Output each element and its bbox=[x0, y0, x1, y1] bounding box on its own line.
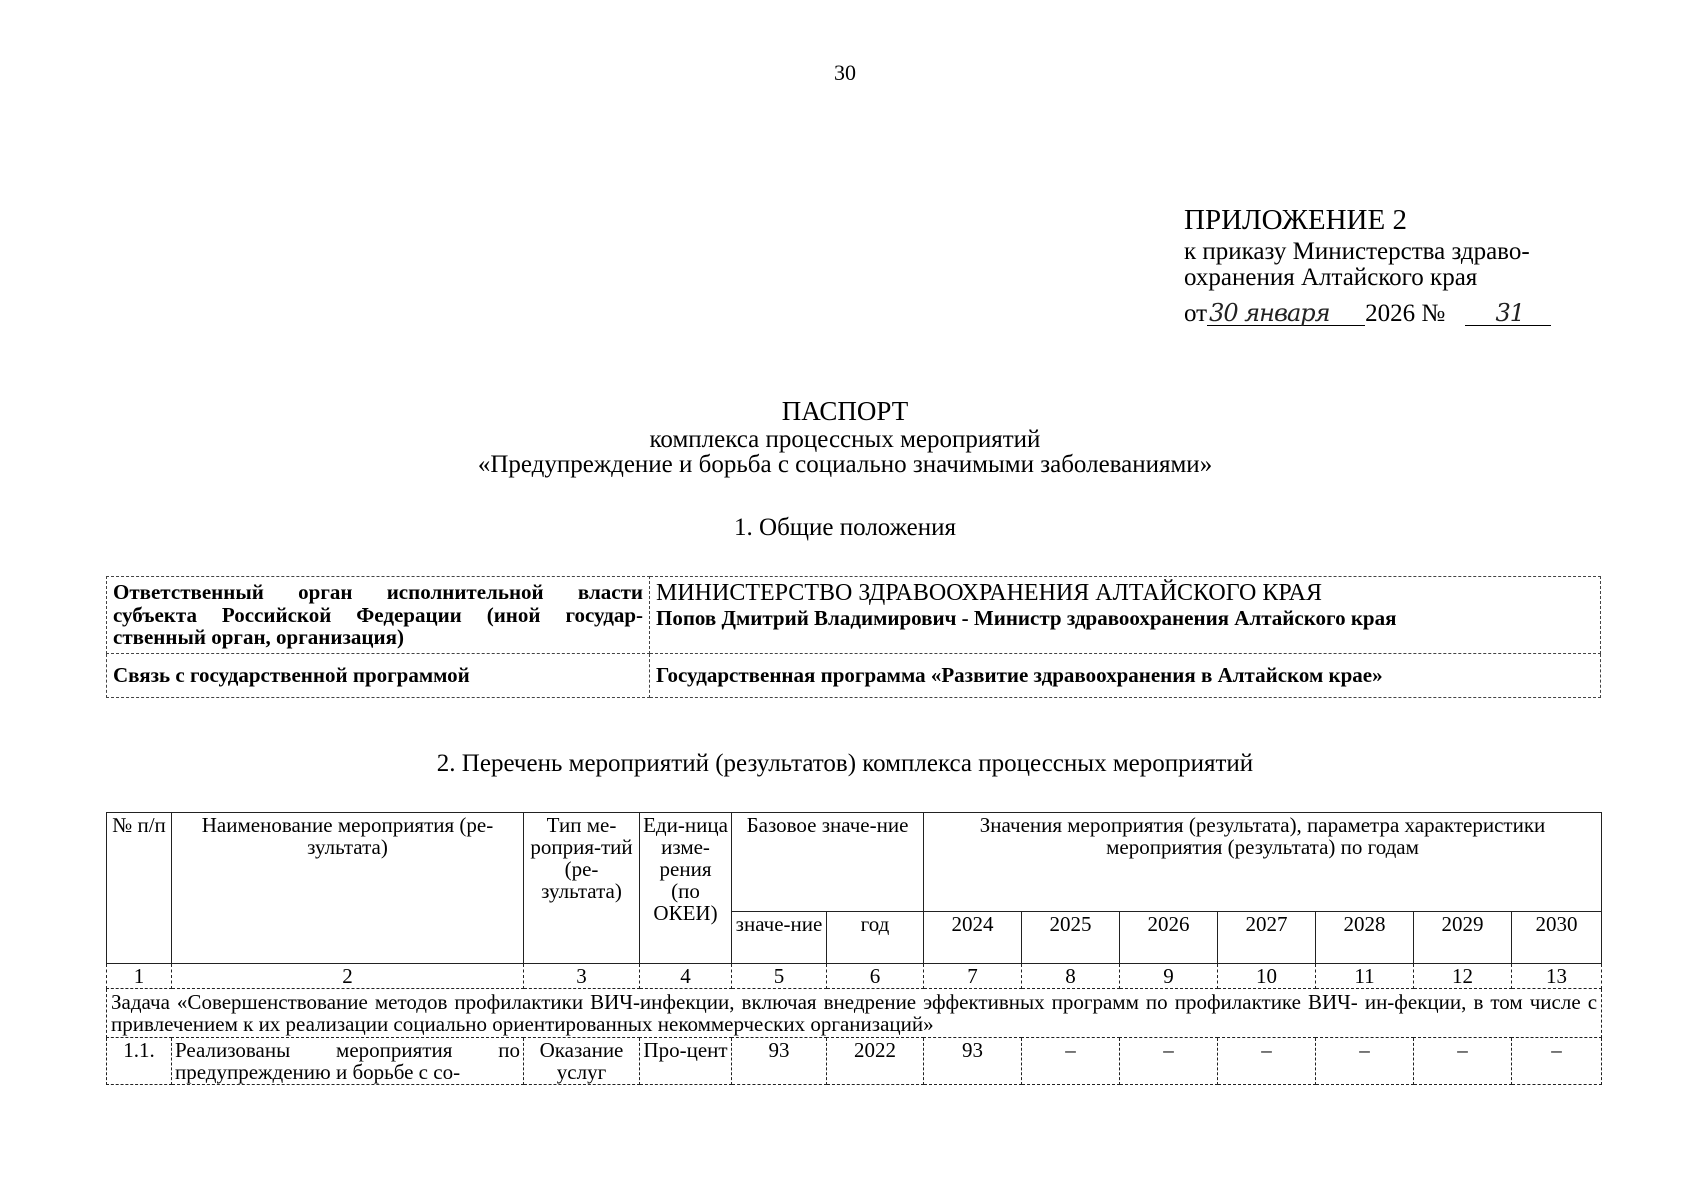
task-description: Задача «Совершенствование методов профилактики ВИЧ-инфекции, включая внедрение эффективных программ по профилактике ВИЧ- ин-фекции, в том числе с привлечением к их реализации социально ориентированных некоммерческих организаций» bbox=[107, 989, 1602, 1038]
ministry-name: МИНИСТЕРСТВО ЗДРАВООХРАНЕНИЯ АЛТАЙСКОГО КРАЯ bbox=[656, 580, 1322, 606]
header-base-year: год bbox=[827, 911, 924, 963]
header-num: № п/п bbox=[107, 813, 172, 964]
column-number: 6 bbox=[827, 964, 924, 989]
passport-title: ПАСПОРТ bbox=[781, 396, 909, 426]
column-number: 8 bbox=[1022, 964, 1120, 989]
column-number: 5 bbox=[732, 964, 827, 989]
passport-heading bbox=[0, 398, 1690, 477]
page-number: 30 bbox=[834, 60, 856, 85]
row-type: Оказание услуг bbox=[524, 1038, 640, 1085]
column-number: 10 bbox=[1218, 964, 1316, 989]
task-row bbox=[107, 989, 1602, 1038]
column-number: 11 bbox=[1316, 964, 1414, 989]
header-year: 2030 bbox=[1512, 911, 1602, 963]
header-year: 2028 bbox=[1316, 911, 1414, 963]
order-year: 2026 № bbox=[1365, 300, 1446, 327]
row-value: – bbox=[1512, 1038, 1602, 1085]
row-unit: Про-цент bbox=[640, 1038, 732, 1085]
table-row bbox=[107, 654, 1601, 698]
date-signature-field bbox=[1207, 293, 1365, 326]
responsible-body-value bbox=[650, 577, 1601, 654]
column-number: 9 bbox=[1120, 964, 1218, 989]
number-signature-field bbox=[1465, 293, 1551, 326]
table-row bbox=[107, 1038, 1602, 1085]
header-name: Наименование мероприятия (ре-зультата) bbox=[172, 813, 524, 964]
appendix-line-1: к приказу Министерства здраво- bbox=[1184, 238, 1530, 265]
handwritten-date: 30 января bbox=[1209, 299, 1330, 327]
handwritten-number: 31 bbox=[1495, 299, 1525, 327]
header-year: 2029 bbox=[1414, 911, 1512, 963]
header-year: 2025 bbox=[1022, 911, 1120, 963]
section-2-heading: 2. Перечень мероприятий (результатов) комплекса процессных мероприятий bbox=[436, 750, 1254, 777]
row-name: Реализованы мероприятия по предупреждению и борьбе с со- bbox=[172, 1038, 524, 1085]
column-number: 2 bbox=[172, 964, 524, 989]
column-number: 12 bbox=[1414, 964, 1512, 989]
general-provisions-table bbox=[106, 576, 1601, 698]
column-number-row bbox=[107, 964, 1602, 989]
column-number: 13 bbox=[1512, 964, 1602, 989]
column-number: 3 bbox=[524, 964, 640, 989]
row-value: – bbox=[1414, 1038, 1512, 1085]
passport-subtitle: комплекса процессных мероприятий bbox=[649, 426, 1041, 453]
minister-name: Попов Дмитрий Владимирович - Министр здравоохранения Алтайского края bbox=[656, 605, 1397, 630]
column-number: 4 bbox=[640, 964, 732, 989]
row-value: – bbox=[1316, 1038, 1414, 1085]
row-base-value: 93 bbox=[732, 1038, 827, 1085]
header-base: Базовое значе-ние bbox=[732, 813, 924, 912]
row-num: 1.1. bbox=[107, 1038, 172, 1085]
header-type: Тип ме-роприя-тий (ре-зультата) bbox=[524, 813, 640, 964]
appendix-line-2: охранения Алтайского края bbox=[1184, 264, 1478, 291]
header-year: 2026 bbox=[1120, 911, 1218, 963]
header-year: 2027 bbox=[1218, 911, 1316, 963]
program-link-value: Государственная программа «Развитие здравоохранения в Алтайском крае» bbox=[650, 654, 1601, 698]
row-base-year: 2022 bbox=[827, 1038, 924, 1085]
row-value: – bbox=[1120, 1038, 1218, 1085]
header-unit: Еди-ница изме-рения (по ОКЕИ) bbox=[640, 813, 732, 964]
column-number: 7 bbox=[924, 964, 1022, 989]
header-values-by-year: Значения мероприятия (результата), параметра характеристики мероприятия (результата) по годам bbox=[924, 813, 1602, 912]
header-base-value: значе-ние bbox=[732, 911, 827, 963]
column-number: 1 bbox=[107, 964, 172, 989]
table-row bbox=[107, 577, 1601, 654]
program-link-label: Связь с государственной программой bbox=[107, 654, 650, 698]
header-year: 2024 bbox=[924, 911, 1022, 963]
date-prefix: от bbox=[1184, 300, 1208, 327]
row-value: – bbox=[1218, 1038, 1316, 1085]
appendix-title: ПРИЛОЖЕНИЕ 2 bbox=[1184, 204, 1407, 236]
order-date-line bbox=[1184, 293, 1604, 329]
section-1-heading: 1. Общие положения bbox=[734, 514, 956, 541]
events-table bbox=[106, 812, 1602, 1085]
header-row bbox=[107, 813, 1602, 912]
row-value: 93 bbox=[924, 1038, 1022, 1085]
appendix-block bbox=[1184, 206, 1604, 329]
responsible-body-label: Ответственный орган исполнительной власти субъекта Российской Федерации (иной государ-ственный орган, организация) bbox=[107, 577, 650, 654]
passport-name: «Предупреждение и борьба с социально значимыми заболеваниями» bbox=[477, 451, 1213, 478]
row-value: – bbox=[1022, 1038, 1120, 1085]
